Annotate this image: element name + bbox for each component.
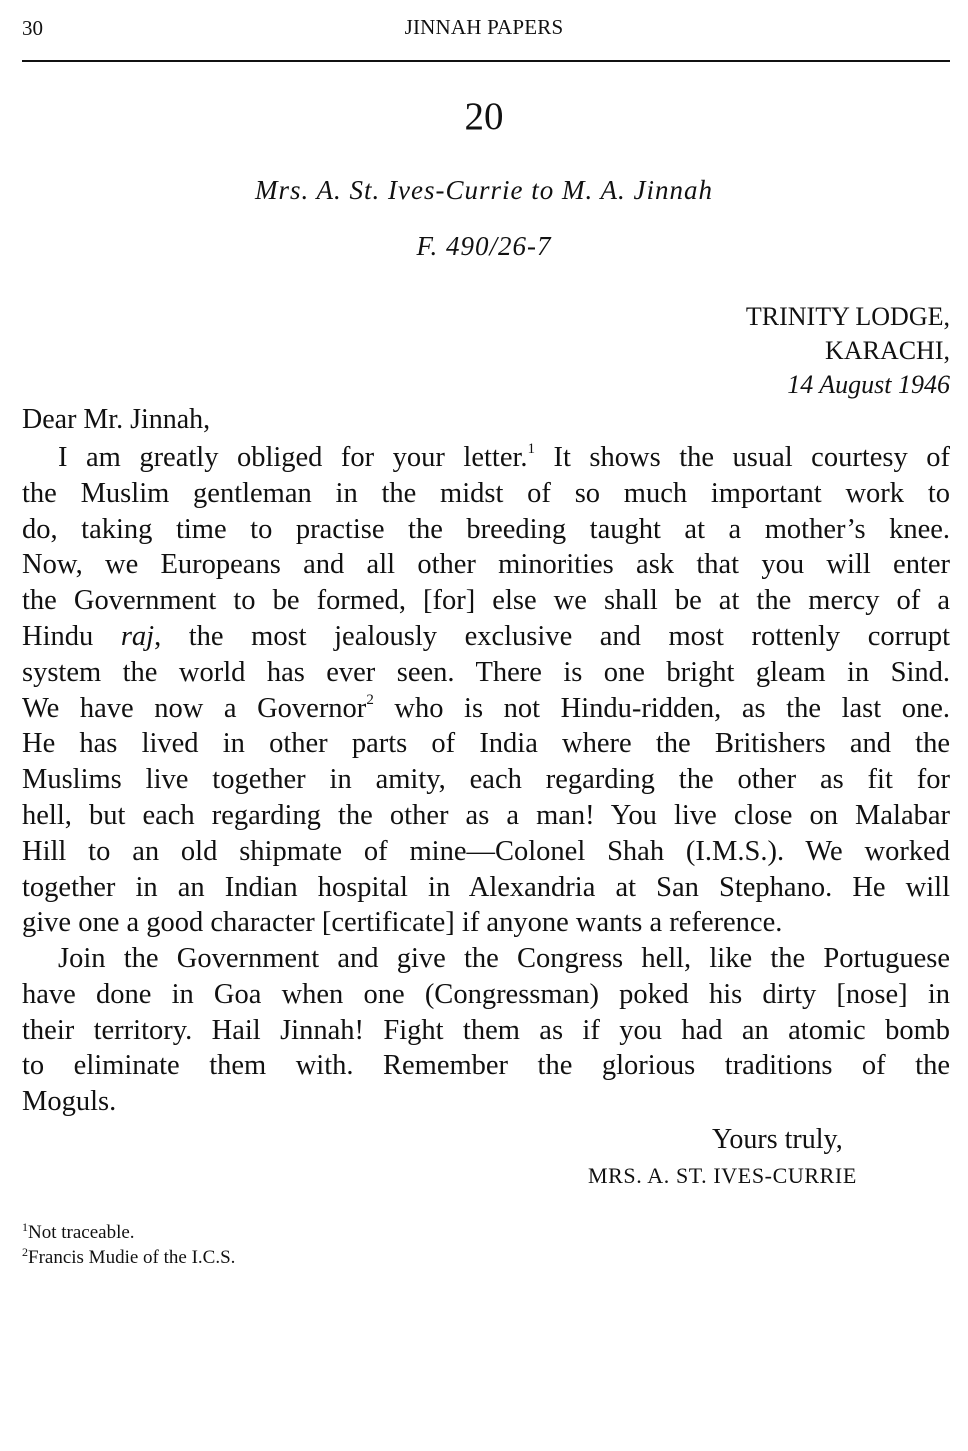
letter-paragraph-1 [22,440,950,941]
paragraph-line: do, taking time to practise the breeding taught at a mother’s knee. [22,513,950,545]
paragraph-line: system the world has ever seen. There is one bright gleam in Sind. [22,656,950,688]
closing: Yours truly, [712,1124,843,1155]
paragraph-line: the Muslim gentleman in the midst of so much important work to [22,477,950,509]
document-number: 20 [464,95,504,138]
sender-address [746,300,950,402]
footnote-1: $^1$Not traceable. [22,1220,135,1243]
paragraph-line: Muslims live together in amity, each regarding the other as fit for [22,764,950,796]
paragraph-line: the Government to be formed, [for] else we shall be at the mercy of a [22,585,950,617]
paragraph-line: to eliminate them with. Remember the glorious traditions of the [22,1050,950,1082]
paragraph-line: Join the Government and give the Congress hell, like the Portuguese [58,943,950,974]
paragraph-line: Now, we Europeans and all other minorities ask that you will enter [22,549,950,581]
paragraph-line: Hill to an old shipmate of mine—Colonel Shah (I.M.S.). We worked [22,835,950,867]
paragraph-line: We have now a Governor$^2$ who is not Hindu-ridden, as the last one. [22,691,950,724]
footnotes [22,1220,235,1270]
footnote-ref-1: 1 [527,441,536,457]
address-line-2: KARACHI, [825,336,950,365]
paragraph-line: their territory. Hail Jinnah! Fight them as if you had an atomic bomb [22,1014,950,1046]
footnote-2: $^2$Francis Mudie of the I.C.S. [22,1245,236,1268]
paragraph-line: He has lived in other parts of India where the Britishers and the [22,728,950,760]
paragraph-line: give one a good character [certificate] if anyone wants a reference. [22,907,783,939]
paragraph-line: Moguls. [22,1086,117,1118]
letter-paragraph-2 [22,941,950,1120]
running-title: JINNAH PAPERS [404,15,564,39]
paragraph-line: I am greatly obliged for your letter.$^1$ It shows the usual courtesy of [58,441,950,473]
page-number: 30 [22,16,43,40]
letter-date: 14 August 1946 [787,370,950,399]
salutation: Dear Mr. Jinnah, [22,404,211,435]
paragraph-line: hell, but each regarding the other as a man! You live close on Malabar [22,799,950,831]
paragraph-line: together in an Indian hospital in Alexandria at San Stephano. He will [22,871,950,903]
paragraph-line: Hindu raj, the most jealously exclusive and most rottenly corrupt [22,620,950,652]
document-reference: F. 490/26-7 [416,231,552,261]
paragraph-line: have done in Goa when one (Congressman) poked his dirty [nose] in [22,978,950,1010]
footnote-ref-2: 2 [366,691,374,708]
document-title: Mrs. A. St. Ives-Currie to M. A. Jinnah [255,175,713,205]
header-rule [22,60,950,62]
signature: MRS. A. ST. IVES-CURRIE [588,1163,857,1188]
address-line-1: TRINITY LODGE, [745,302,950,331]
